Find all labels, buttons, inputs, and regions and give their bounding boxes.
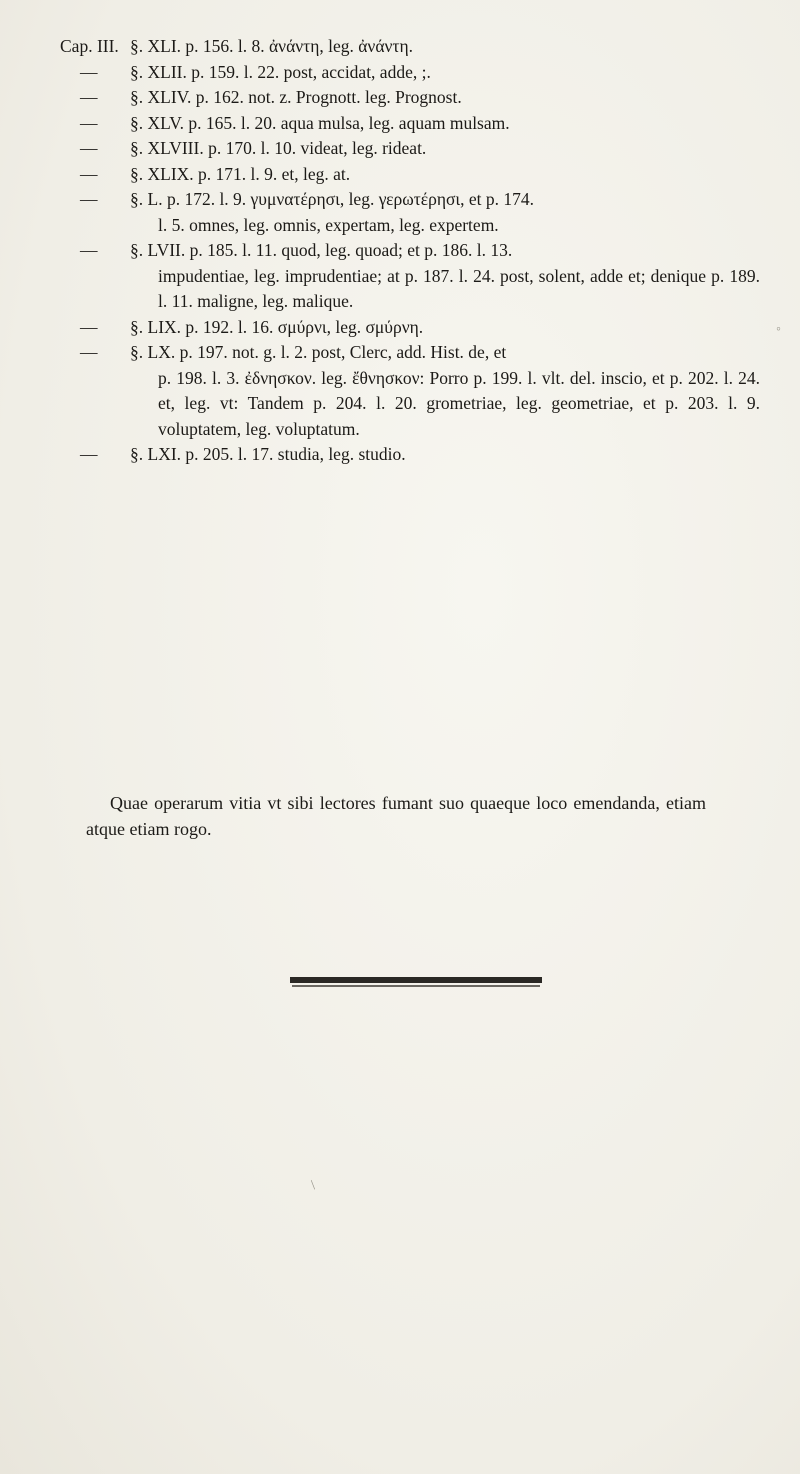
stray-mark: / [307,1178,320,1193]
errata-entry [60,315,760,341]
errata-text: §. XLVIII. p. 170. l. 10. videat, leg. rideat. [130,138,427,158]
chapter-label: Cap. III. [60,36,119,56]
errata-entry [60,34,760,60]
errata-list [60,34,760,468]
dash-marker: — [80,240,98,260]
errata-entry [60,60,760,86]
closing-paragraph: Quae operarum vitia vt sibi lectores fumant suo quaeque loco emendanda, etiam atque etiam rogo. [86,793,706,839]
dash-marker: — [80,87,98,107]
errata-entry [60,340,760,442]
dash-marker: — [80,189,98,209]
dash-marker: — [80,316,98,337]
errata-continuation: p. 198. l. 3. ἐδνησκον. leg. ἔθνησκον: Porro p. 199. l. vlt. del. inscio, et p. 202. l. 24. et, leg. vt: Tandem p. 204. l. 20. grometriae, leg. geometriae, et p. 203. l. 9. voluptatem, leg. voluptatum. [158,367,760,439]
errata-text: §. XLIV. p. 162. not. z. Prognott. leg. Prognost. [130,87,462,107]
errata-text: §. LX. p. 197. not. g. l. 2. post, Clerc, add. Hist. de, et [130,342,507,362]
errata-text: §. L. p. 172. l. 9. γυμνατέρησι, leg. γερωτέρησι, et p. 174. [130,189,535,209]
errata-text: §. XLV. p. 165. l. 20. aqua mulsa, leg. aquam mulsam. [130,112,510,133]
errata-entry [60,85,760,111]
page-mark: ◦ [776,322,781,337]
ornamental-rule-thin [292,985,540,987]
dash-marker: — [80,61,98,82]
errata-entry [60,187,760,238]
errata-text: §. XLII. p. 159. l. 22. post, accidat, adde, ;. [130,61,431,82]
dash-marker: — [80,444,98,464]
errata-text: §. LXI. p. 205. l. 17. studia, leg. studio. [130,444,406,464]
errata-entry [60,162,760,188]
errata-entry [60,238,760,315]
errata-continuation: impudentiae, leg. imprudentiae; at p. 187. l. 24. post, solent, adde et; denique p. 189. l. 11. maligne, leg. malique. [158,265,760,311]
dash-marker: — [80,342,98,362]
dash-marker: — [80,112,98,133]
errata-text: §. LVII. p. 185. l. 11. quod, leg. quoad; et p. 186. l. 13. [130,240,513,260]
dash-marker: — [80,163,98,184]
errata-text: §. LIX. p. 192. l. 16. σμύρνι, leg. σμύρνη. [130,316,424,337]
ornamental-rule [290,977,542,983]
errata-text: §. XLIX. p. 171. l. 9. et, leg. at. [130,163,351,184]
errata-continuation: l. 5. omnes, leg. omnis, expertam, leg. expertem. [158,214,499,235]
errata-entry [60,442,760,468]
dash-marker: — [80,138,98,158]
errata-text: §. XLI. p. 156. l. 8. ἀνάντη, leg. ἀνάντη. [130,36,413,56]
errata-entry [60,111,760,137]
errata-entry [60,136,760,162]
